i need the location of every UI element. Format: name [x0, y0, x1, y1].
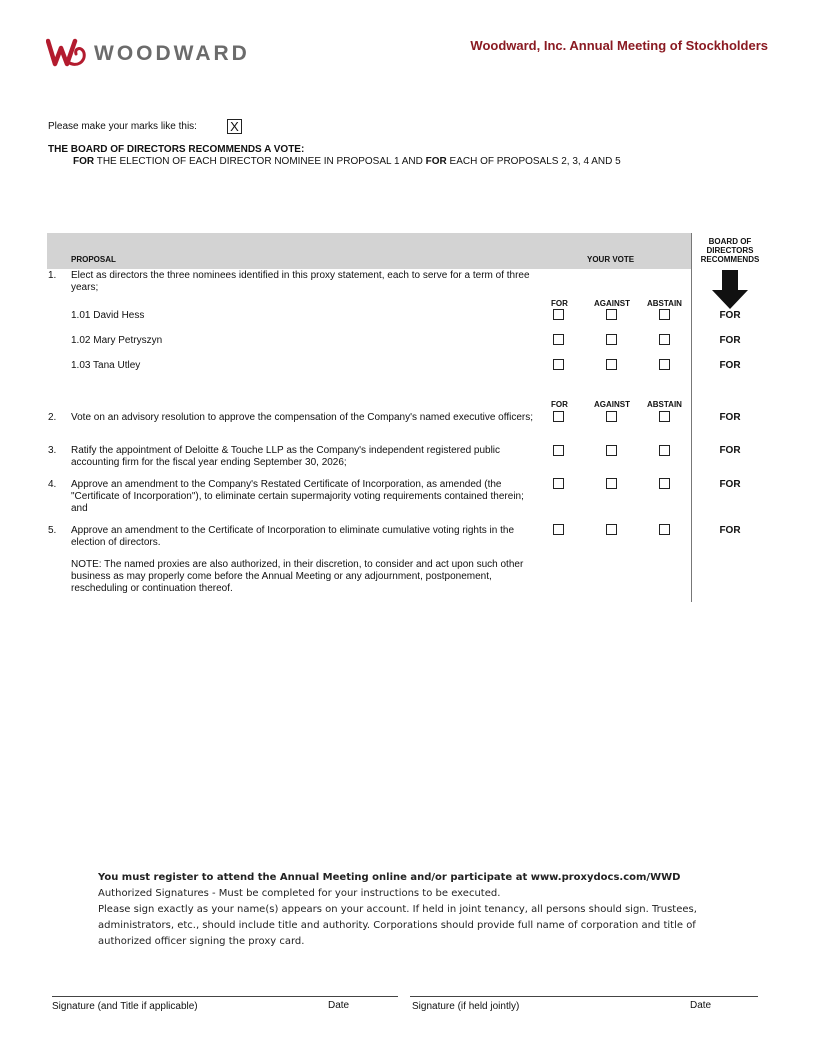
proposal-5-abstain-checkbox[interactable] — [659, 524, 670, 535]
vote-abstain-header: ABSTAIN — [647, 299, 682, 308]
marks-label: Please make your marks like this: — [48, 121, 197, 132]
your-vote-column-header: YOUR VOTE — [587, 255, 635, 264]
proposal-2-text: Vote on an advisory resolution to approve the compensation of the Company's named executive officers; — [71, 412, 533, 423]
proposal-5-text: Approve an amendment to the Certificate of Incorporation to eliminate cumulative voting rights in the election of directors. — [71, 525, 515, 548]
proposal-5-against-checkbox[interactable] — [606, 524, 617, 535]
nominee-2-against-checkbox[interactable] — [606, 334, 617, 345]
register-notice: You must register to attend the Annual Meeting online and/or participate at www.proxydocs.com/WWD — [98, 872, 681, 883]
board-line-end: EACH OF PROPOSALS 2, 3, 4 AND 5 — [446, 156, 621, 167]
proposal-1-number: 1. — [48, 270, 57, 281]
signature-line-2[interactable] — [410, 996, 758, 997]
nominee-3-label: 1.03 Tana Utley — [71, 360, 141, 371]
date-2-label: Date — [690, 1000, 712, 1011]
date-1-label: Date — [328, 1000, 350, 1011]
proposal-4-number: 4. — [48, 479, 57, 490]
proposal-2-number: 2. — [48, 412, 57, 423]
vote-against-header-2: AGAINST — [594, 400, 630, 409]
vote-for-header-2: FOR — [551, 400, 568, 409]
proposal-2-recommendation: FOR — [719, 412, 741, 423]
board-recommendation-line — [73, 156, 621, 167]
proposal-3-text: Ratify the appointment of Deloitte & Touche LLP as the Company's independent registered public accounting firm for the fiscal year ending September 30, 2026; — [71, 445, 501, 468]
nominee-1-for-checkbox[interactable] — [553, 309, 564, 320]
page-title: Woodward, Inc. Annual Meeting of Stockholders — [470, 38, 768, 53]
nominee-3-recommendation: FOR — [719, 360, 741, 371]
down-arrow-icon — [711, 270, 749, 310]
board-recommends-header: BOARD OF DIRECTORS RECOMMENDS — [700, 237, 760, 264]
for-emphasis: FOR — [73, 156, 95, 167]
woodward-logo-icon — [46, 38, 88, 68]
signature-line-1[interactable] — [52, 996, 398, 997]
sign-instructions-text: Please sign exactly as your name(s) appears on your account. If held in joint tenancy, all persons should sign. Trustees, administrators, etc., should include title and authority. Corporations should provide full name of corporation and title of authorized officer signing the proxy card. — [98, 904, 697, 947]
proposal-2-abstain-checkbox[interactable] — [659, 411, 670, 422]
for-emphasis: FOR — [425, 156, 447, 167]
logo-text: WOODWARD — [94, 42, 250, 65]
proposal-2-against-checkbox[interactable] — [606, 411, 617, 422]
authorized-signatures-text: Authorized Signatures - Must be completed for your instructions to be executed. — [98, 888, 501, 899]
proposal-3-against-checkbox[interactable] — [606, 445, 617, 456]
vote-for-header: FOR — [551, 299, 568, 308]
signature-1-label: Signature (and Title if applicable) — [52, 1001, 198, 1012]
proxy-note: NOTE: The named proxies are also authorized, in their discretion, to consider and act upon such other business as may properly come before the Annual Meeting or any adjournment, postponement, rescheduling or continuation thereof. — [71, 559, 524, 594]
vote-abstain-header-2: ABSTAIN — [647, 400, 682, 409]
proposal-1-text: Elect as directors the three nominees identified in this proxy statement, each to serve for a term of three years; — [71, 270, 530, 293]
proposal-4-for-checkbox[interactable] — [553, 478, 564, 489]
nominee-2-recommendation: FOR — [719, 335, 741, 346]
nominee-1-recommendation: FOR — [719, 310, 741, 321]
nominee-1-against-checkbox[interactable] — [606, 309, 617, 320]
nominee-2-abstain-checkbox[interactable] — [659, 334, 670, 345]
nominee-1-abstain-checkbox[interactable] — [659, 309, 670, 320]
proposal-4-against-checkbox[interactable] — [606, 478, 617, 489]
proposal-3-recommendation: FOR — [719, 445, 741, 456]
proposal-column-header: PROPOSAL — [71, 255, 116, 264]
mark-example-box: X — [227, 119, 242, 134]
board-heading: THE BOARD OF DIRECTORS RECOMMENDS A VOTE: — [48, 144, 305, 155]
proposal-2-for-checkbox[interactable] — [553, 411, 564, 422]
proposal-5-for-checkbox[interactable] — [553, 524, 564, 535]
nominee-2-for-checkbox[interactable] — [553, 334, 564, 345]
board-line-mid: THE ELECTION OF EACH DIRECTOR NOMINEE IN PROPOSAL 1 AND — [94, 156, 426, 167]
nominee-3-abstain-checkbox[interactable] — [659, 359, 670, 370]
vote-against-header: AGAINST — [594, 299, 630, 308]
nominee-1-label: 1.01 David Hess — [71, 310, 145, 321]
proposal-3-abstain-checkbox[interactable] — [659, 445, 670, 456]
proposal-3-for-checkbox[interactable] — [553, 445, 564, 456]
proposal-4-abstain-checkbox[interactable] — [659, 478, 670, 489]
proposal-4-text: Approve an amendment to the Company's Restated Certificate of Incorporation, as amended (the "Certificate of Incorporation"), to eliminate certain supermajority voting requirements contained therein; and — [71, 479, 524, 514]
proposal-5-number: 5. — [48, 525, 57, 536]
nominee-2-label: 1.02 Mary Petryszyn — [71, 335, 163, 346]
proposal-4-recommendation: FOR — [719, 479, 741, 490]
signature-2-label: Signature (if held jointly) — [412, 1001, 520, 1012]
proposal-5-recommendation: FOR — [719, 525, 741, 536]
proposal-3-number: 3. — [48, 445, 57, 456]
nominee-3-against-checkbox[interactable] — [606, 359, 617, 370]
nominee-3-for-checkbox[interactable] — [553, 359, 564, 370]
